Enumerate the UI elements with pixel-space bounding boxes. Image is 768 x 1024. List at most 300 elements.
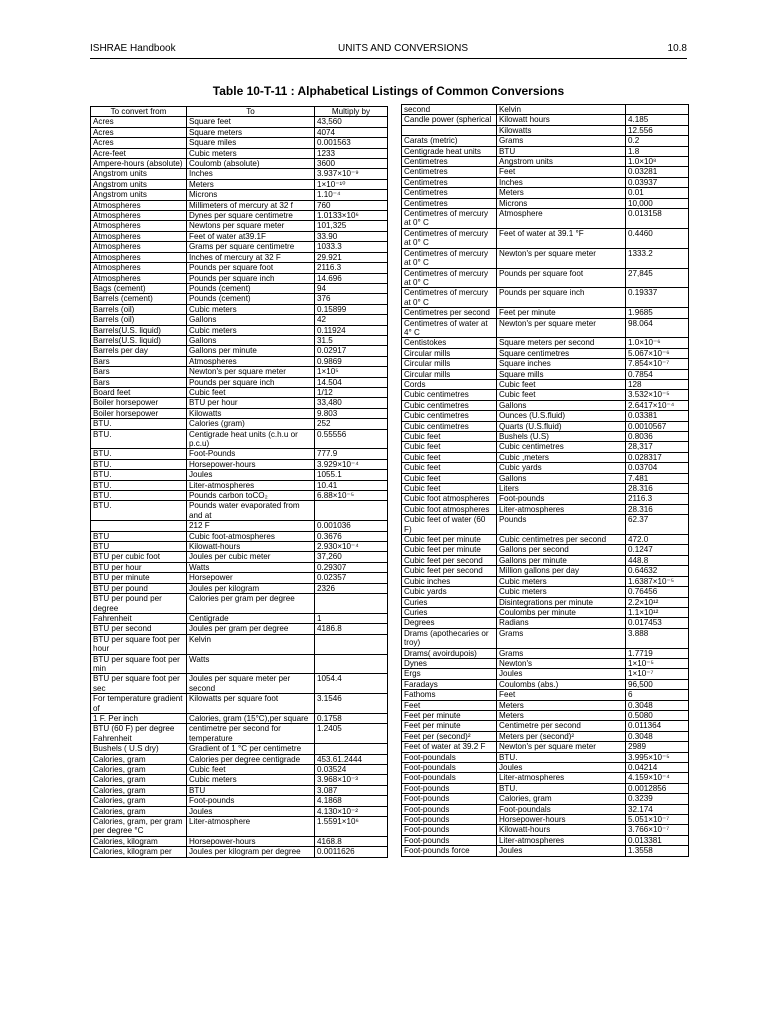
table-row [91, 744, 388, 754]
table-row [402, 658, 689, 668]
table-row [91, 387, 388, 397]
from-cell: Foot-pounds [402, 794, 497, 804]
table-row [402, 338, 689, 348]
from-cell: Calories, gram [91, 796, 187, 806]
multiplier-cell: 4.130×10⁻² [315, 806, 388, 816]
table-row [402, 177, 689, 187]
from-cell: Atmospheres [91, 263, 187, 273]
to-cell: Horsepower [187, 573, 315, 583]
multiplier-cell: 1.9685 [626, 308, 689, 318]
to-cell: Meters per (second)² [497, 731, 626, 741]
from-cell: Acres [91, 138, 187, 148]
to-cell: BTU per hour [187, 398, 315, 408]
multiplier-cell: 0.03524 [315, 765, 388, 775]
table-row [402, 846, 689, 856]
table-row [91, 459, 388, 469]
to-cell: Kelvin [497, 105, 626, 115]
table-row [402, 815, 689, 825]
multiplier-cell: 0.017453 [626, 618, 689, 628]
from-cell: BTU per pound per degree [91, 594, 187, 614]
from-cell: BTU. [91, 491, 187, 501]
from-cell: Atmospheres [91, 273, 187, 283]
to-cell: Kilowatts [497, 125, 626, 135]
to-cell: Square mills [497, 369, 626, 379]
multiplier-cell: 29.921 [315, 252, 388, 262]
table-row [402, 157, 689, 167]
from-cell: Centimetres per second [402, 308, 497, 318]
to-cell: BTU [187, 785, 315, 795]
table-row [402, 209, 689, 229]
from-cell: Cubic feet [402, 452, 497, 462]
to-cell: Newton's per square meter [497, 318, 626, 338]
from-cell: Centimetres [402, 188, 497, 198]
multiplier-cell: 4.159×10⁻⁴ [626, 773, 689, 783]
from-cell: Foot-poundals [402, 763, 497, 773]
to-cell: Liter-atmosphere [187, 817, 315, 837]
multiplier-cell: 14.696 [315, 273, 388, 283]
from-cell: Cords [402, 379, 497, 389]
to-cell: Liters [497, 484, 626, 494]
multiplier-cell [315, 634, 388, 654]
table-row [91, 346, 388, 356]
to-cell: Foot-pounds [187, 796, 315, 806]
from-cell: BTU (60 F) per degree Fahrenheit [91, 724, 187, 744]
multiplier-cell: 5.067×10⁻⁶ [626, 348, 689, 358]
multiplier-cell: 2.2×10¹² [626, 597, 689, 607]
to-cell: Cubic feet [187, 765, 315, 775]
to-cell: Gallons per minute [497, 555, 626, 565]
to-cell: Newton's per square meter [187, 367, 315, 377]
table-row [91, 634, 388, 654]
from-cell: Faradays [402, 679, 497, 689]
multiplier-cell: 14.504 [315, 377, 388, 387]
table-row [91, 304, 388, 314]
table-row [91, 315, 388, 325]
conversion-table-right [401, 104, 689, 857]
table-row [91, 127, 388, 137]
multiplier-cell: 96,500 [626, 679, 689, 689]
page-title: Table 10-T-11 : Alphabetical Listings of Common Conversions [212, 84, 565, 98]
to-cell: Centigrade [187, 613, 315, 623]
to-cell: Atmosphere [497, 209, 626, 229]
to-cell: Cubic meters [497, 587, 626, 597]
from-cell: Centigrade heat units [402, 146, 497, 156]
to-cell: Watts [187, 654, 315, 674]
multiplier-cell: 448.8 [626, 555, 689, 565]
multiplier-cell: 0.1247 [626, 545, 689, 555]
multiplier-cell: 0.01 [626, 188, 689, 198]
multiplier-cell: 0.03281 [626, 167, 689, 177]
table-row [91, 542, 388, 552]
to-cell: Coulombs (abs.) [497, 679, 626, 689]
from-cell: Feet per (second)² [402, 731, 497, 741]
multiplier-cell: 1.0×10⁻⁶ [626, 338, 689, 348]
table-row [402, 484, 689, 494]
from-cell: Foot-poundals [402, 752, 497, 762]
multiplier-cell: 760 [315, 200, 388, 210]
from-cell: Candle power (spherical [402, 115, 497, 125]
table-row [402, 432, 689, 442]
from-cell: Centimetres [402, 198, 497, 208]
multiplier-cell: 0.013158 [626, 209, 689, 229]
to-cell: Joules per kilogram [187, 583, 315, 593]
table-row [402, 700, 689, 710]
to-cell: Grams [497, 136, 626, 146]
from-cell: BTU [91, 542, 187, 552]
multiplier-cell: 0.3239 [626, 794, 689, 804]
column-header-to: To [187, 107, 315, 117]
table-row [402, 268, 689, 288]
from-cell: BTU per cubic foot [91, 552, 187, 562]
multiplier-cell: 28,317 [626, 442, 689, 452]
multiplier-cell [626, 105, 689, 115]
multiplier-cell: 1055.1 [315, 470, 388, 480]
to-cell: Liter-atmospheres [187, 480, 315, 490]
table-row [91, 521, 388, 531]
to-cell: Inches of mercury at 32 F [187, 252, 315, 262]
table-row [402, 731, 689, 741]
multiplier-cell: 472.0 [626, 535, 689, 545]
to-cell: Foot-poundals [497, 804, 626, 814]
to-cell: Inches [497, 177, 626, 187]
table-row [91, 138, 388, 148]
from-cell: BTU. [91, 501, 187, 521]
table-row [91, 211, 388, 221]
multiplier-cell: 0.11924 [315, 325, 388, 335]
table-row [402, 597, 689, 607]
multiplier-cell: 777.9 [315, 449, 388, 459]
table-row [91, 491, 388, 501]
to-cell: Kilowatt-hours [497, 825, 626, 835]
table-row [402, 763, 689, 773]
multiplier-cell: 1.3558 [626, 846, 689, 856]
from-cell: Bars [91, 377, 187, 387]
to-cell: Liter-atmospheres [497, 504, 626, 514]
from-cell: Curies [402, 597, 497, 607]
to-cell: Joules per square meter per second [187, 674, 315, 694]
table-row [402, 379, 689, 389]
table-row [91, 501, 388, 521]
from-cell: Cubic feet [402, 442, 497, 452]
table-row [91, 806, 388, 816]
multiplier-cell: 37,260 [315, 552, 388, 562]
to-cell: Calories, gram [497, 794, 626, 804]
from-cell: Cubic feet of water (60 F) [402, 515, 497, 535]
multiplier-cell: 0.29307 [315, 562, 388, 572]
to-cell: Cubic meters [497, 576, 626, 586]
from-cell: Atmospheres [91, 231, 187, 241]
to-cell: Liter-atmospheres [497, 773, 626, 783]
multiplier-cell: 1.5591×10⁶ [315, 817, 388, 837]
table-row [402, 463, 689, 473]
from-cell: Bags (cement) [91, 283, 187, 293]
table-row [91, 775, 388, 785]
table-row [91, 817, 388, 837]
table-row [91, 694, 388, 714]
from-cell: Feet [402, 700, 497, 710]
table-row [402, 248, 689, 268]
to-cell: 212 F [187, 521, 315, 531]
to-cell: Inches [187, 169, 315, 179]
from-cell: Centimetres of mercury at 0° C [402, 268, 497, 288]
multiplier-cell: 3.766×10⁻⁷ [626, 825, 689, 835]
multiplier-cell: 0.5080 [626, 710, 689, 720]
to-cell: Joules per cubic meter [187, 552, 315, 562]
multiplier-cell: 31.5 [315, 335, 388, 345]
from-cell: Cubic centimetres [402, 411, 497, 421]
to-cell: Newton's per square meter [497, 742, 626, 752]
from-cell: Calories, gram [91, 806, 187, 816]
table-row [91, 796, 388, 806]
to-cell: Cubic meters [187, 325, 315, 335]
to-cell: BTU [497, 146, 626, 156]
from-cell: Feet per minute [402, 710, 497, 720]
table-row [402, 318, 689, 338]
to-cell: Meters [497, 700, 626, 710]
multiplier-cell: 1333.2 [626, 248, 689, 268]
to-cell: Centimetre per second [497, 721, 626, 731]
table-row [91, 283, 388, 293]
multiplier-cell: 2116.3 [626, 494, 689, 504]
to-cell: Horsepower-hours [497, 815, 626, 825]
multiplier-cell: 4168.8 [315, 836, 388, 846]
from-cell: Drams (apothecaries or troy) [402, 628, 497, 648]
to-cell: Kilowatt hours [497, 115, 626, 125]
table-row [402, 390, 689, 400]
multiplier-cell: 1.0133×10⁶ [315, 211, 388, 221]
table-row [91, 583, 388, 593]
multiplier-cell: 0.02357 [315, 573, 388, 583]
table-row [91, 242, 388, 252]
table-row [91, 836, 388, 846]
to-cell: Feet [497, 690, 626, 700]
from-cell: Calories, kilogram [91, 836, 187, 846]
table-row [402, 369, 689, 379]
column-header-multiply: Multiply by [315, 107, 388, 117]
multiplier-cell: 32.174 [626, 804, 689, 814]
from-cell: BTU per second [91, 624, 187, 634]
table-row [91, 674, 388, 694]
from-cell: Feet of water at 39.2 F [402, 742, 497, 752]
multiplier-cell: 6 [626, 690, 689, 700]
multiplier-cell: 0.4460 [626, 228, 689, 248]
multiplier-cell: 4.185 [626, 115, 689, 125]
to-cell: Calories (gram) [187, 419, 315, 429]
to-cell: Pounds per square inch [497, 288, 626, 308]
table-row [91, 159, 388, 169]
multiplier-cell: 9.803 [315, 408, 388, 418]
to-cell: Microns [187, 190, 315, 200]
to-cell: Joules [187, 470, 315, 480]
from-cell: Circular mills [402, 359, 497, 369]
table-row [91, 613, 388, 623]
table-row [402, 794, 689, 804]
table-row [402, 566, 689, 576]
table-row [402, 752, 689, 762]
table-row [402, 835, 689, 845]
conversion-table-left [90, 106, 388, 858]
table-row [402, 545, 689, 555]
from-cell: Calories, gram, per gram per degree °C [91, 817, 187, 837]
table-body-right [402, 105, 689, 857]
from-cell: Atmospheres [91, 252, 187, 262]
table-row [91, 754, 388, 764]
from-cell: Degrees [402, 618, 497, 628]
multiplier-cell: 252 [315, 419, 388, 429]
from-cell: BTU. [91, 429, 187, 449]
to-cell: Cubic foot-atmospheres [187, 531, 315, 541]
table-row [402, 535, 689, 545]
from-cell: Barrels(U.S. liquid) [91, 325, 187, 335]
table-row [91, 117, 388, 127]
table-row [402, 167, 689, 177]
from-cell: Centimetres of mercury at 0° C [402, 288, 497, 308]
to-cell: Horsepower-hours [187, 836, 315, 846]
table-row [402, 773, 689, 783]
multiplier-cell: 12.556 [626, 125, 689, 135]
from-cell: Boiler horsepower [91, 398, 187, 408]
table-row [91, 713, 388, 723]
to-cell: Gallons per minute [187, 346, 315, 356]
multiplier-cell: 0.15899 [315, 304, 388, 314]
from-cell: Cubic feet [402, 463, 497, 473]
from-cell: Cubic foot atmospheres [402, 494, 497, 504]
table-row [91, 356, 388, 366]
table-row [91, 252, 388, 262]
multiplier-cell: 2.6417×10⁻⁴ [626, 400, 689, 410]
to-cell: Feet of water at 39.1 °F [497, 228, 626, 248]
multiplier-cell [315, 654, 388, 674]
from-cell: Foot-pounds [402, 783, 497, 793]
from-cell: Barrels(U.S. liquid) [91, 335, 187, 345]
table-row [91, 398, 388, 408]
to-cell: Atmospheres [187, 356, 315, 366]
table-row [91, 148, 388, 158]
multiplier-cell: 3.532×10⁻⁵ [626, 390, 689, 400]
from-cell: BTU per square foot per min [91, 654, 187, 674]
to-cell: Radians [497, 618, 626, 628]
table-row [91, 480, 388, 490]
from-cell: Foot-pounds force [402, 846, 497, 856]
multiplier-cell: 2989 [626, 742, 689, 752]
to-cell: Pounds per square foot [497, 268, 626, 288]
table-row [91, 325, 388, 335]
header-center: UNITS AND CONVERSIONS [338, 43, 469, 54]
table-row [402, 442, 689, 452]
from-cell: Cubic feet [402, 473, 497, 483]
multiplier-cell: 10,000 [626, 198, 689, 208]
table-row [402, 669, 689, 679]
table-row [402, 198, 689, 208]
from-cell: Circular mills [402, 369, 497, 379]
table-row [402, 421, 689, 431]
to-cell: Cubic meters [187, 304, 315, 314]
multiplier-cell: 0.76456 [626, 587, 689, 597]
from-cell: Barrels per day [91, 346, 187, 356]
table-row [402, 721, 689, 731]
from-cell: Cubic inches [402, 576, 497, 586]
from-cell: Cubic feet per second [402, 555, 497, 565]
multiplier-cell: 1.1×10¹² [626, 607, 689, 617]
to-cell: Gallons [497, 400, 626, 410]
to-cell: Newton's per square meter [497, 248, 626, 268]
table-row [402, 504, 689, 514]
multiplier-cell: 3.087 [315, 785, 388, 795]
from-cell [402, 125, 497, 135]
from-cell: Calories, kilogram per [91, 847, 187, 857]
multiplier-cell: 0.011364 [626, 721, 689, 731]
from-cell: BTU. [91, 480, 187, 490]
multiplier-cell: 3.968×10⁻³ [315, 775, 388, 785]
to-cell: Square feet [187, 117, 315, 127]
multiplier-cell: 0.2 [626, 136, 689, 146]
from-cell: Cubic feet [402, 484, 497, 494]
from-cell: Angstrom units [91, 179, 187, 189]
from-cell: BTU [91, 531, 187, 541]
to-cell: Square miles [187, 138, 315, 148]
table-row [402, 125, 689, 135]
table-row [91, 765, 388, 775]
from-cell: Boiler horsepower [91, 408, 187, 418]
multiplier-cell: 3.929×10⁻⁴ [315, 459, 388, 469]
from-cell: BTU. [91, 419, 187, 429]
from-cell: Acres [91, 117, 187, 127]
to-cell: Joules [497, 669, 626, 679]
to-cell: Gallons [497, 473, 626, 483]
table-row [402, 359, 689, 369]
table-row [91, 429, 388, 449]
table-row [91, 654, 388, 674]
multiplier-cell: 101,325 [315, 221, 388, 231]
multiplier-cell: 10.41 [315, 480, 388, 490]
to-cell: centimetre per second for temperature [187, 724, 315, 744]
multiplier-cell: 4.1868 [315, 796, 388, 806]
table-row [402, 188, 689, 198]
to-cell: Millimeters of mercury at 32 f [187, 200, 315, 210]
to-cell: Feet of water at39.1F [187, 231, 315, 241]
to-cell: Square inches [497, 359, 626, 369]
to-cell: Pounds carbon toCO₂ [187, 491, 315, 501]
multiplier-cell: 1.8 [626, 146, 689, 156]
to-cell: Ounces (U.S.fluid) [497, 411, 626, 421]
to-cell: BTU. [497, 783, 626, 793]
to-cell: Million gallons per day [497, 566, 626, 576]
to-cell: Kilowatts [187, 408, 315, 418]
multiplier-cell: 2.930×10⁻⁴ [315, 542, 388, 552]
table-row [91, 531, 388, 541]
multiplier-cell: 453.61.2444 [315, 754, 388, 764]
from-cell: Acre-feet [91, 148, 187, 158]
from-cell: Carats (metric) [402, 136, 497, 146]
from-cell: Foot-pounds [402, 835, 497, 845]
table-row [402, 348, 689, 358]
from-cell: Centimetres [402, 177, 497, 187]
from-cell: Cubic feet per minute [402, 545, 497, 555]
to-cell: Joules per kilogram per degree [187, 847, 315, 857]
to-cell: Calories per degree centigrade [187, 754, 315, 764]
table-row [91, 169, 388, 179]
multiplier-cell: 0.64632 [626, 566, 689, 576]
table-row [91, 273, 388, 283]
from-cell: Cubic feet per second [402, 566, 497, 576]
table-row [402, 607, 689, 617]
multiplier-cell: 1054.4 [315, 674, 388, 694]
table-row [91, 221, 388, 231]
to-cell: Grams per square centimetre [187, 242, 315, 252]
from-cell: Centistokes [402, 338, 497, 348]
from-cell: Atmospheres [91, 242, 187, 252]
to-cell: Pounds (cement) [187, 283, 315, 293]
